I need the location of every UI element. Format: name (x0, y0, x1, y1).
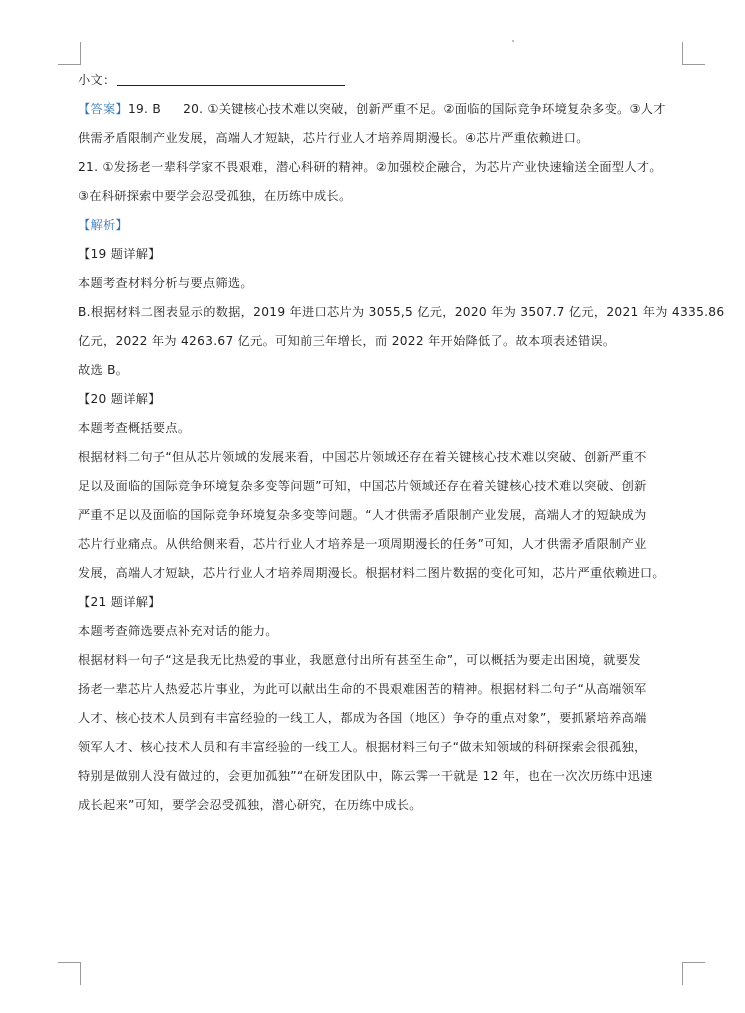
section-20-line: 发展，高端人才短缺，芯片行业人才培养周期漫长。根据材料二图片数据的变化可知，芯片严重依赖进口。 (78, 566, 665, 580)
section-20-line: 严重不足以及面临的国际竞争环境复杂多变等问题。“人才供需矛盾限制产业发展，高端人才的短缺成为 (78, 508, 647, 522)
header-line (78, 66, 690, 95)
crop-mark-bottom-right (682, 962, 705, 985)
answer-line-1 (78, 95, 690, 124)
stray-dot (512, 40, 514, 42)
section-20-line: 本题考查概括要点。 (78, 421, 191, 435)
answer-q19: 19. B (127, 102, 162, 116)
answer-q21-line2: ③在科研探索中要学会忍受孤独，在历练中成长。 (78, 189, 352, 203)
answer-tag: 【答案】 (78, 102, 128, 116)
crop-mark-top-right (682, 42, 705, 65)
section-20-line: 足以及面临的国际竞争环境复杂多变等问题”可知，中国芯片领域还存在着关键核心技术难以突破、创新 (78, 479, 647, 493)
answer-blank-line (117, 72, 345, 86)
crop-mark-top-left (58, 42, 81, 65)
section-19-line: 故选 B。 (78, 363, 129, 377)
crop-mark-bottom-left (58, 962, 81, 985)
section-19-line: B.根据材料二图表显示的数据，2019 年进口芯片为 3055,5 亿元，2020 年为 3507.7 亿元，2021 年为 4335.86 (78, 305, 725, 319)
section-21-line: 扬老一辈芯片人热爱芯片事业，为此可以献出生命的不畏艰难困苦的精神。根据材料二句子“从高端领军 (78, 682, 647, 696)
section-21-heading: 【21 题详解】 (78, 595, 161, 609)
section-21-line: 本题考查筛选要点补充对话的能力。 (78, 624, 278, 638)
section-20-line: 根据材料二句子“但从芯片领域的发展来看，中国芯片领域还存在着关键核心技术难以突破、创新严重不 (78, 450, 647, 464)
section-19-heading: 【19 题详解】 (78, 247, 161, 261)
section-21-line: 领军人才、核心技术人员和有丰富经验的一线工人。根据材料三句子“做未知领域的科研探索会很孤独， (78, 740, 647, 754)
section-21-line: 根据材料一句子“这是我无比热爱的事业，我愿意付出所有甚至生命”，可以概括为要走出困境，就要发 (78, 653, 641, 667)
section-20-line: 芯片行业痛点。从供给侧来看，芯片行业人才培养是一项周期漫长的任务”可知，人才供需矛盾限制产业 (78, 537, 647, 551)
answer-q20-line1: 20. ①关键核心技术难以突破，创新严重不足。②面临的国际竞争环境复杂多变。③人才 (183, 102, 666, 116)
answer-q20-line2: 供需矛盾限制产业发展，高端人才短缺，芯片行业人才培养周期漫长。④芯片严重依赖进口。 (78, 131, 589, 145)
analysis-tag: 【解析】 (78, 218, 128, 232)
section-19-line: 亿元，2022 年为 4263.67 亿元。可知前三年增长，而 2022 年开始降低了。故本项表述错误。 (78, 334, 616, 348)
section-21-line: 人才、核心技术人员到有丰富经验的一线工人，都成为各国（地区）争夺的重点对象”，要抓紧培养高端 (78, 711, 647, 725)
document-body (78, 66, 725, 820)
section-20-heading: 【20 题详解】 (78, 392, 161, 406)
answer-q21-line1: 21. ①发扬老一辈科学家不畏艰难，潜心科研的精神。②加强校企融合，为芯片产业快速输送全面型人才。 (78, 160, 662, 174)
header-label: 小文： (78, 73, 116, 87)
section-21-line: 成长起来”可知，要学会忍受孤独，潜心研究，在历练中成长。 (78, 798, 422, 812)
section-21-line: 特别是做别人没有做过的，会更加孤独”“在研发团队中，陈云霁一干就是 12 年，也在一次次历练中迅速 (78, 769, 653, 783)
section-19-line: 本题考查材料分析与要点筛选。 (78, 276, 253, 290)
